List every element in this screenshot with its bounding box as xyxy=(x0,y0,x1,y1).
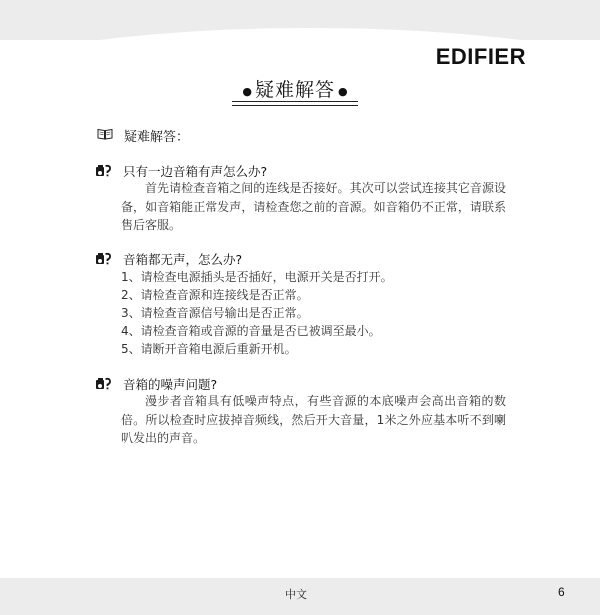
bullet-dot-icon: ● xyxy=(338,85,348,98)
faq-question-3: 音箱的噪声问题? xyxy=(123,377,218,392)
brand-logo: EDIFIER xyxy=(435,44,526,69)
section-heading: 疑难解答： xyxy=(124,130,190,145)
list-item: 4、请检查音箱或音源的音量是否已被调至最小。 xyxy=(121,324,381,338)
title-underline xyxy=(232,101,358,106)
page-number: 6 xyxy=(558,585,565,599)
faq-answer-3: 漫步者音箱具有低噪声特点，有些音源的本底噪声会高出音箱的数倍。所以检查时应拔掉音频线，然后开大音量，1米之外应基本听不到喇叭发出的声音。 xyxy=(121,394,506,445)
bullet-dot-icon: ● xyxy=(242,85,252,98)
page-title xyxy=(232,78,358,106)
speaker-question-icon xyxy=(95,376,112,391)
faq-answer-1: 首先请检查音箱之间的连线是否接好。其次可以尝试连接其它音源设备，如音箱能正常发声，请检查您之前的音源。如音箱仍不正常，请联系售后客服。 xyxy=(121,181,506,232)
list-item: 1、请检查电源插头是否插好，电源开关是否打开。 xyxy=(121,270,393,284)
footer-language: 中文 xyxy=(285,588,307,601)
faq-question-1: 只有一边音箱有声怎么办? xyxy=(123,164,268,179)
open-book-icon xyxy=(97,128,113,140)
page-title-text: 疑难解答 xyxy=(254,79,335,101)
speaker-question-icon xyxy=(95,251,112,266)
list-item: 5、请断开音箱电源后重新开机。 xyxy=(121,342,297,356)
faq-question-2: 音箱都无声，怎么办? xyxy=(123,252,243,267)
list-item: 3、请检查音源信号输出是否正常。 xyxy=(121,306,309,320)
faq-steps-list xyxy=(121,268,393,358)
list-item: 2、请检查音源和连接线是否正常。 xyxy=(121,288,309,302)
speaker-question-icon xyxy=(95,163,112,178)
